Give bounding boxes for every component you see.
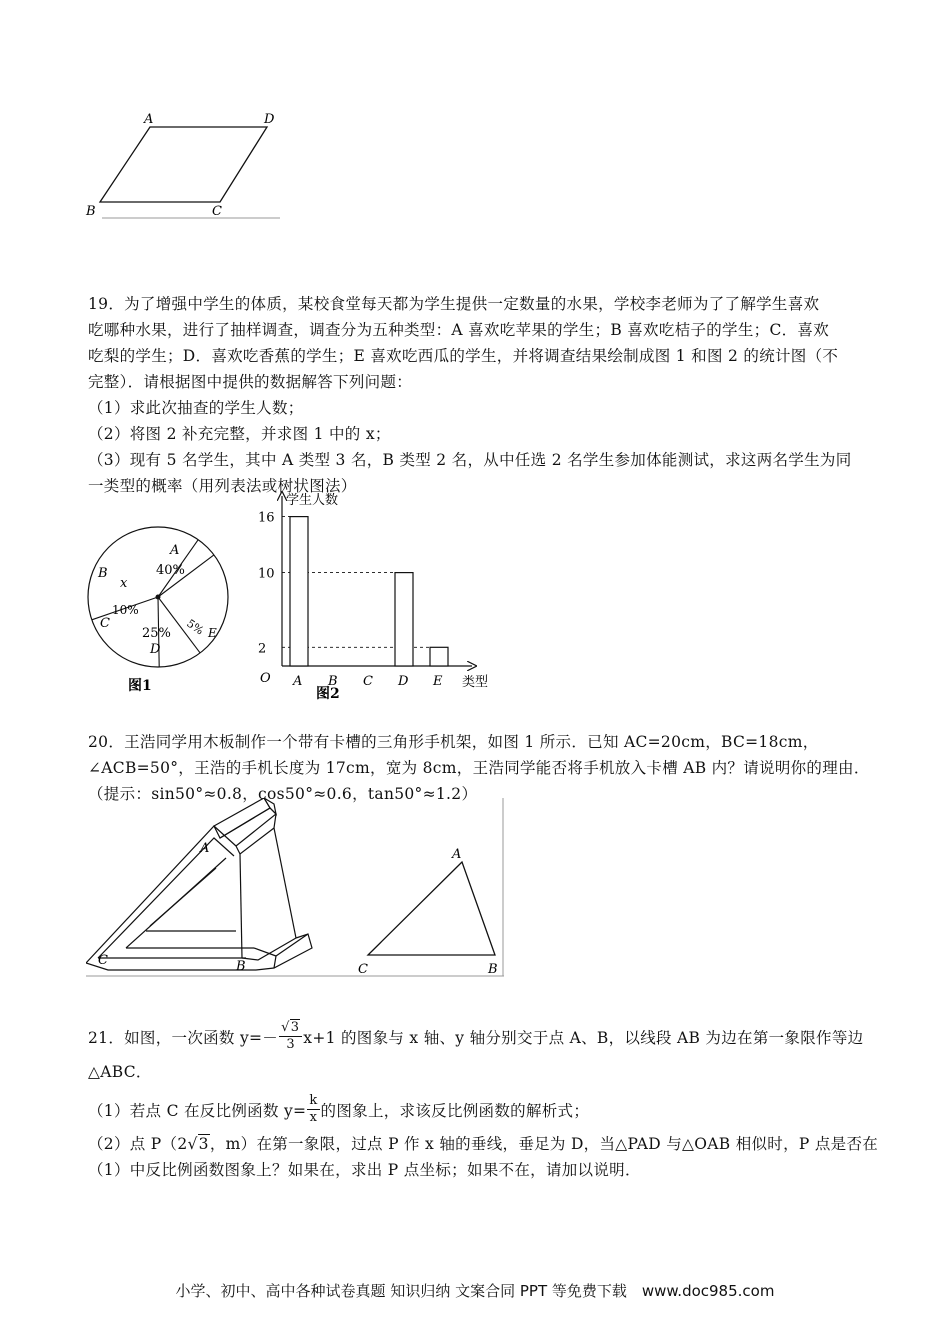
- pie-value-c: 10%: [112, 603, 139, 617]
- pie-label-c: C: [100, 616, 110, 631]
- q21-frac-den: 3: [286, 1037, 295, 1052]
- pie-value-a: 40%: [156, 563, 185, 578]
- y-tick-10: 10: [258, 566, 275, 582]
- x-tick-b: B: [328, 674, 338, 689]
- parallelogram-figure: [80, 105, 295, 225]
- bar-chart: [250, 490, 510, 700]
- q19-sub-2: （2）将图 2 补充完整，并求图 1 中的 x；: [88, 425, 391, 443]
- label-b: B: [86, 204, 96, 219]
- y-tick-16: 16: [258, 510, 275, 526]
- q21-sub-3: （1）中反比例函数图象上？如果在，求出 P 点坐标；如果不在，请加以说明．: [88, 1161, 641, 1179]
- bar-d: [395, 573, 413, 666]
- label-a: A: [144, 112, 154, 127]
- origin-label: O: [260, 671, 271, 686]
- q21-l1-pre: 21．如图，一次函数 y=－: [88, 1028, 279, 1047]
- q21-kx-fraction: [307, 1093, 319, 1126]
- stand-label-b: B: [236, 959, 246, 974]
- q21-line-2: △ABC．: [88, 1063, 152, 1081]
- q19-line-3: 吃梨的学生；D．喜欢吃香蕉的学生；E 喜欢吃西瓜的学生，并将调查结果绘制成图 1 和图 2 的统计图（不: [88, 347, 839, 365]
- q21-kx-num: k: [309, 1093, 318, 1108]
- q20-line-2: ∠ACB=50°，王浩的手机长度为 17cm，宽为 8cm，王浩同学能否将手机放入卡槽 AB 内？请说明你的理由．: [88, 759, 870, 777]
- stand-label-c: C: [98, 953, 108, 968]
- q21-kx-den: x: [309, 1110, 318, 1125]
- page-footer: 小学、初中、高中各种试卷真题 知识归纳 文案合同 PPT 等免费下载 www.doc985.com: [175, 1282, 775, 1300]
- pie-label-d: D: [150, 642, 161, 657]
- pie-label-b: B: [98, 566, 108, 581]
- x-axis-label: 类型: [462, 675, 489, 690]
- pie-chart: [80, 525, 240, 700]
- tri-label-c: C: [358, 962, 368, 977]
- bar-e: [430, 647, 448, 666]
- q19-sub-3b: 一类型的概率（用列表法或树状图法）: [88, 477, 357, 495]
- q21-s2-post: ，m）在第一象限，过点 P 作 x 轴的垂线，垂足为 D，当△PAD 与△OAB 相似时，P 点是否在: [209, 1135, 879, 1153]
- q21-line-1: [88, 1020, 863, 1053]
- pie-label-e: E: [208, 626, 217, 640]
- triangle-abc: [368, 862, 495, 955]
- q21-l1-post: x+1 的图象与 x 轴、y 轴分别交于点 A、B，以线段 AB 为边在第一象限作等边: [303, 1028, 864, 1047]
- label-c: C: [212, 204, 222, 219]
- q21-s2-pre: （2）点 P（2: [88, 1135, 188, 1153]
- x-tick-e: E: [433, 674, 443, 689]
- x-tick-c: C: [363, 674, 373, 689]
- q19-sub-1: （1）求此次抽查的学生人数；: [88, 399, 304, 417]
- q21-sub-2: [88, 1132, 878, 1154]
- q19-line-4: 完整）．请根据图中提供的数据解答下列问题：: [88, 373, 413, 391]
- pie-value-d: 25%: [142, 626, 171, 641]
- q21-s2-radical: √3: [187, 1135, 209, 1153]
- q21-s1-post: 的图象上，求该反比例函数的解析式；: [320, 1101, 590, 1120]
- q19-line-2: 吃哪种水果，进行了抽样调查，调查分为五种类型：A 喜欢吃苹果的学生；B 喜欢吃桔子的学生；C．喜欢: [88, 321, 830, 339]
- q19-line-1: 19．为了增强中学生的体质，某校食堂每天都为学生提供一定数量的水果，学校李老师为了了解学生喜欢: [88, 295, 820, 313]
- q20-line-3: （提示：sin50°≈0.8，cos50°≈0.6，tan50°≈1.2）: [88, 785, 478, 803]
- bar-a: [290, 517, 308, 666]
- pie-label-a: A: [170, 543, 180, 558]
- parallelogram-shape: [100, 127, 267, 202]
- stand-drawing: [86, 798, 312, 970]
- q20-line-1: 20．王浩同学用木板制作一个带有卡槽的三角形手机架，如图 1 所示．已知 AC=20cm，BC=18cm，: [88, 733, 819, 751]
- pie-value-b: x: [120, 576, 128, 591]
- label-d: D: [264, 112, 275, 127]
- y-axis-label: 学生人数: [286, 493, 339, 508]
- q21-frac-num: √3: [279, 1020, 302, 1037]
- q21-s1-pre: （1）若点 C 在反比例函数 y=: [88, 1101, 307, 1120]
- q21-fraction: [279, 1020, 302, 1053]
- stand-label-a: A: [200, 841, 210, 856]
- bar-title: 图2: [316, 686, 340, 700]
- pie-value-e: 5%: [184, 616, 207, 638]
- q19-sub-3a: （3）现有 5 名学生，其中 A 类型 3 名，B 类型 2 名，从中任选 2 名学生参加体能测试，求这两名学生为同: [88, 451, 852, 469]
- phone-stand-figure: [86, 798, 506, 978]
- pie-title: 图1: [128, 678, 152, 694]
- x-tick-d: D: [398, 674, 409, 689]
- x-tick-a: A: [293, 674, 303, 689]
- pie-center: [156, 595, 161, 600]
- y-tick-2: 2: [258, 641, 267, 657]
- q21-sub-1: [88, 1093, 589, 1126]
- tri-label-a: A: [452, 847, 462, 862]
- tri-label-b: B: [488, 962, 498, 977]
